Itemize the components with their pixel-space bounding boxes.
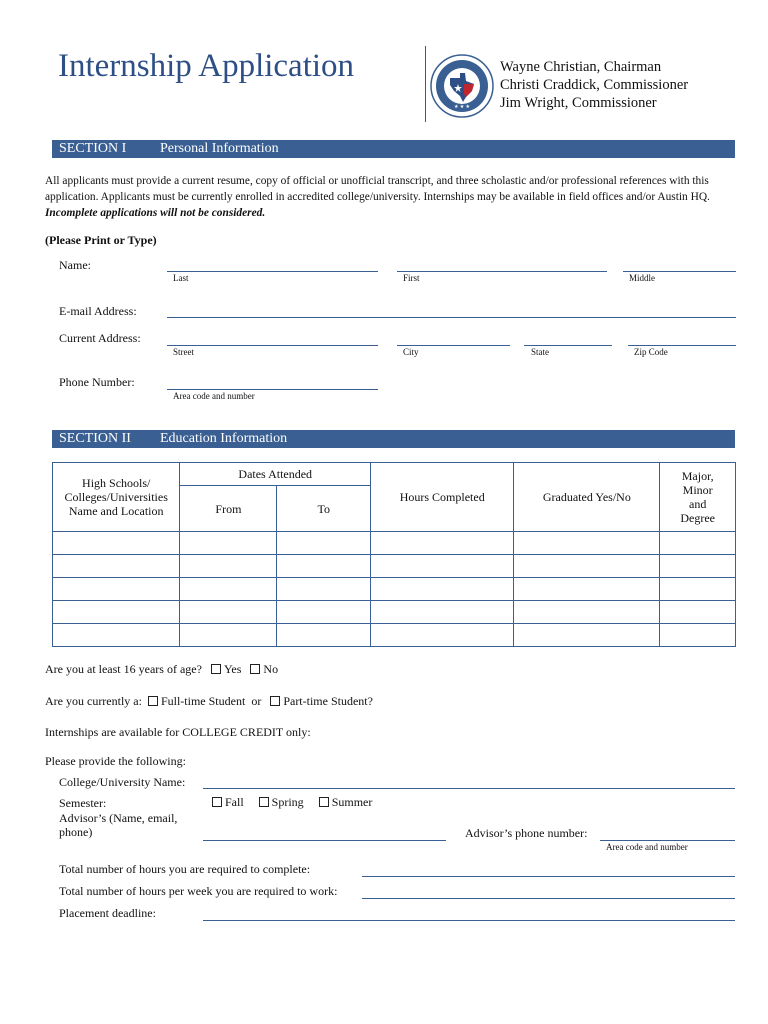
or-label: or bbox=[251, 694, 262, 708]
intro-emphasis: Incomplete applications will not be considered. bbox=[45, 207, 266, 219]
print-note: (Please Print or Type) bbox=[45, 233, 157, 247]
street-field[interactable] bbox=[167, 345, 378, 346]
age-question-text: Are you at least 16 years of age? bbox=[45, 662, 202, 676]
commissioner-list bbox=[500, 58, 688, 112]
table-cell[interactable] bbox=[371, 578, 514, 601]
table-row bbox=[53, 532, 736, 555]
advisor-field[interactable] bbox=[203, 840, 446, 841]
header-divider bbox=[425, 46, 426, 122]
provide-label: Please provide the following: bbox=[45, 754, 186, 768]
phone-field[interactable] bbox=[167, 389, 378, 390]
table-cell[interactable] bbox=[371, 601, 514, 624]
table-cell[interactable] bbox=[660, 601, 736, 624]
table-row bbox=[53, 578, 736, 601]
table-cell[interactable] bbox=[514, 601, 660, 624]
hours-week-field[interactable] bbox=[362, 898, 735, 899]
col-school-header: High Schools/ Colleges/Universities Name and Location bbox=[53, 463, 180, 532]
table-row bbox=[53, 601, 736, 624]
table-cell[interactable] bbox=[514, 624, 660, 647]
table-cell[interactable] bbox=[660, 532, 736, 555]
table-row bbox=[53, 555, 736, 578]
age-no-checkbox[interactable] bbox=[250, 664, 260, 674]
table-cell[interactable] bbox=[180, 601, 277, 624]
table-cell[interactable] bbox=[277, 578, 371, 601]
spring-label: Spring bbox=[271, 795, 304, 809]
middle-name-field[interactable] bbox=[623, 271, 736, 272]
age-question bbox=[45, 662, 278, 677]
table-cell[interactable] bbox=[53, 601, 180, 624]
state-field[interactable] bbox=[524, 345, 612, 346]
commissioner-1: Wayne Christian, Chairman bbox=[500, 59, 662, 75]
age-yes-label: Yes bbox=[223, 662, 242, 676]
advisor-label: Advisor’s (Name, email, phone) bbox=[59, 811, 178, 839]
table-cell[interactable] bbox=[53, 624, 180, 647]
fall-label: Fall bbox=[225, 795, 244, 809]
agency-seal-icon bbox=[430, 54, 494, 118]
col-from-header: From bbox=[180, 486, 277, 532]
table-cell[interactable] bbox=[277, 532, 371, 555]
table-cell[interactable] bbox=[180, 555, 277, 578]
hours-week-label: Total number of hours per week you are required to work: bbox=[59, 884, 338, 898]
section-1-header bbox=[52, 140, 735, 158]
summer-checkbox[interactable] bbox=[319, 797, 329, 807]
table-cell[interactable] bbox=[371, 555, 514, 578]
fall-checkbox[interactable] bbox=[212, 797, 222, 807]
age-no-label: No bbox=[263, 662, 279, 676]
first-name-field[interactable] bbox=[397, 271, 607, 272]
semester-label: Semester: bbox=[59, 796, 107, 810]
advisor-phone-hint: Area code and number bbox=[606, 842, 688, 852]
student-question bbox=[45, 694, 373, 709]
phone-label: Phone Number: bbox=[59, 375, 135, 389]
part-time-label: Part-time Student? bbox=[283, 694, 373, 708]
full-time-label: Full-time Student bbox=[160, 694, 246, 708]
zip-field[interactable] bbox=[628, 345, 736, 346]
table-cell[interactable] bbox=[660, 578, 736, 601]
table-cell[interactable] bbox=[277, 624, 371, 647]
spring-checkbox[interactable] bbox=[259, 797, 269, 807]
summer-label: Summer bbox=[331, 795, 373, 809]
section-1-name: Personal Information bbox=[160, 141, 279, 156]
col-hours-header: Hours Completed bbox=[371, 463, 514, 532]
col-to-header: To bbox=[277, 486, 371, 532]
page-title: Internship Application bbox=[58, 48, 355, 84]
full-time-checkbox[interactable] bbox=[148, 696, 158, 706]
semester-options bbox=[212, 795, 372, 810]
table-cell[interactable] bbox=[660, 555, 736, 578]
table-cell[interactable] bbox=[514, 555, 660, 578]
table-cell[interactable] bbox=[371, 532, 514, 555]
hours-total-field[interactable] bbox=[362, 876, 735, 877]
table-cell[interactable] bbox=[53, 578, 180, 601]
table-row bbox=[53, 624, 736, 647]
table-cell[interactable] bbox=[371, 624, 514, 647]
student-question-text: Are you currently a: bbox=[45, 694, 142, 708]
last-name-hint: Last bbox=[173, 273, 189, 283]
table-cell[interactable] bbox=[180, 624, 277, 647]
table-cell[interactable] bbox=[180, 578, 277, 601]
svg-text:★ ★ ★: ★ ★ ★ bbox=[454, 105, 470, 110]
college-name-label: College/University Name: bbox=[59, 775, 186, 789]
state-hint: State bbox=[531, 347, 549, 357]
college-name-field[interactable] bbox=[203, 788, 735, 789]
part-time-checkbox[interactable] bbox=[270, 696, 280, 706]
city-field[interactable] bbox=[397, 345, 510, 346]
table-cell[interactable] bbox=[277, 555, 371, 578]
advisor-phone-label: Advisor’s phone number: bbox=[465, 826, 588, 840]
city-hint: City bbox=[403, 347, 419, 357]
table-cell[interactable] bbox=[180, 532, 277, 555]
deadline-label: Placement deadline: bbox=[59, 906, 156, 920]
intro-paragraph bbox=[45, 173, 740, 221]
middle-name-hint: Middle bbox=[629, 273, 655, 283]
col-dates-header: Dates Attended bbox=[180, 463, 371, 486]
table-cell[interactable] bbox=[514, 578, 660, 601]
section-2-name: Education Information bbox=[160, 431, 288, 446]
table-cell[interactable] bbox=[660, 624, 736, 647]
street-hint: Street bbox=[173, 347, 194, 357]
commissioner-3: Jim Wright, Commissioner bbox=[500, 95, 657, 111]
first-name-hint: First bbox=[403, 273, 420, 283]
table-cell[interactable] bbox=[277, 601, 371, 624]
section-2-header bbox=[52, 430, 735, 448]
commissioner-2: Christi Craddick, Commissioner bbox=[500, 77, 689, 93]
section-1-number: SECTION I bbox=[59, 141, 127, 156]
deadline-field[interactable] bbox=[203, 920, 735, 921]
table-cell[interactable] bbox=[53, 532, 180, 555]
address-label: Current Address: bbox=[59, 331, 141, 345]
name-label: Name: bbox=[59, 258, 91, 272]
zip-hint: Zip Code bbox=[634, 347, 668, 357]
section-2-number: SECTION II bbox=[59, 431, 131, 446]
col-major-header: Major, Minor and Degree bbox=[660, 463, 736, 532]
email-field[interactable] bbox=[167, 317, 736, 318]
col-graduated-header: Graduated Yes/No bbox=[514, 463, 660, 532]
email-label: E-mail Address: bbox=[59, 304, 137, 318]
hours-total-label: Total number of hours you are required to complete: bbox=[59, 862, 311, 876]
intro-text: All applicants must provide a current resume, copy of official or unofficial transcript, and three scholastic and/or professional references with this application. Applicants must be currently enrolled in accredited college/university. Internships may be available in field offices and/or Austin HQ. bbox=[45, 175, 710, 203]
age-yes-checkbox[interactable] bbox=[211, 664, 221, 674]
table-cell[interactable] bbox=[514, 532, 660, 555]
credit-note: Internships are available for COLLEGE CREDIT only: bbox=[45, 725, 311, 739]
education-table bbox=[52, 462, 736, 647]
advisor-phone-field[interactable] bbox=[600, 840, 735, 841]
table-cell[interactable] bbox=[53, 555, 180, 578]
last-name-field[interactable] bbox=[167, 271, 378, 272]
phone-hint: Area code and number bbox=[173, 391, 255, 401]
